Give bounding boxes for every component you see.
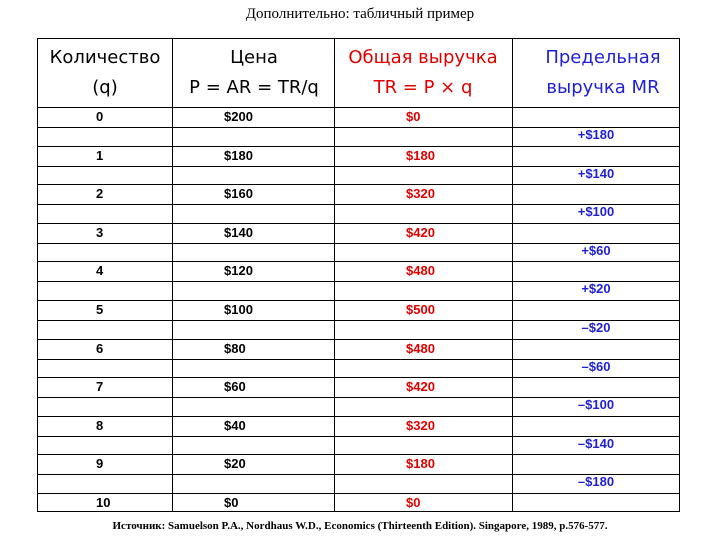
marginal-revenue-cell: –$60: [581, 358, 611, 374]
header-price: [174, 43, 334, 103]
total-revenue-cell: $180: [406, 147, 435, 163]
price-cell: $20: [224, 456, 246, 472]
marginal-revenue-cell: +$100: [577, 204, 615, 220]
price-cell: $80: [224, 340, 246, 356]
header-quantity-line2: (q): [92, 77, 118, 98]
total-revenue-cell: $320: [406, 186, 435, 202]
marginal-revenue-cell: –$180: [577, 474, 615, 490]
price-cell: $180: [224, 147, 253, 163]
header-price-line2: P = AR = TR/q: [189, 77, 319, 98]
quantity-cell: 7: [96, 379, 104, 395]
quantity-cell: 1: [96, 147, 104, 163]
header-total-revenue-line1: Общая выручка: [348, 47, 498, 68]
header-quantity-line1: Количество: [49, 47, 161, 68]
header-quantity: [38, 43, 172, 103]
quantity-cell: 9: [96, 456, 104, 472]
source-citation: Источник: Samuelson P.A., Nordhaus W.D., Economics (Thirteenth Edition). Singapore, 1989, p.576-577.: [112, 520, 608, 532]
price-cell: $0: [224, 495, 239, 510]
quantity-cell: 5: [96, 302, 104, 317]
marginal-revenue-cell: –$140: [577, 435, 615, 451]
column-divider: [512, 39, 513, 511]
marginal-revenue-cell: +$140: [577, 165, 615, 181]
header-total-revenue: [334, 43, 512, 103]
marginal-revenue-cell: +$60: [581, 242, 611, 258]
revenue-table: [37, 38, 680, 512]
price-cell: $160: [224, 186, 253, 202]
total-revenue-cell: $320: [406, 417, 435, 433]
slide-title: Дополнительно: табличный пример: [245, 6, 475, 22]
marginal-revenue-cell: –$100: [577, 397, 615, 413]
header-marginal-revenue: [528, 43, 678, 103]
total-revenue-cell: $180: [406, 456, 435, 472]
column-divider: [334, 39, 335, 511]
header-price-line1: Цена: [230, 47, 278, 68]
total-revenue-cell: $0: [406, 109, 421, 124]
header-marginal-revenue-line2: выручка MR: [546, 77, 660, 98]
total-revenue-cell: $0: [406, 495, 421, 510]
price-cell: $200: [224, 109, 253, 124]
marginal-revenue-cell: +$20: [581, 281, 611, 297]
quantity-cell: 4: [96, 263, 104, 279]
quantity-cell: 3: [96, 224, 104, 240]
quantity-cell: 8: [96, 417, 104, 433]
price-cell: $60: [224, 379, 246, 395]
price-cell: $140: [224, 224, 253, 240]
marginal-revenue-cell: +$180: [577, 127, 615, 142]
total-revenue-cell: $500: [406, 302, 435, 317]
quantity-cell: 0: [96, 109, 104, 124]
column-divider: [172, 39, 173, 511]
total-revenue-cell: $480: [406, 340, 435, 356]
price-cell: $120: [224, 263, 253, 279]
total-revenue-cell: $420: [406, 379, 435, 395]
price-cell: $40: [224, 417, 246, 433]
price-cell: $100: [224, 302, 253, 317]
quantity-cell: 10: [96, 495, 111, 510]
total-revenue-cell: $480: [406, 263, 435, 279]
header-total-revenue-line2: TR = P × q: [373, 77, 473, 98]
total-revenue-cell: $420: [406, 224, 435, 240]
quantity-cell: 6: [96, 340, 104, 356]
quantity-cell: 2: [96, 186, 104, 202]
header-marginal-revenue-line1: Предельная: [545, 47, 661, 68]
marginal-revenue-cell: –$20: [581, 320, 611, 335]
